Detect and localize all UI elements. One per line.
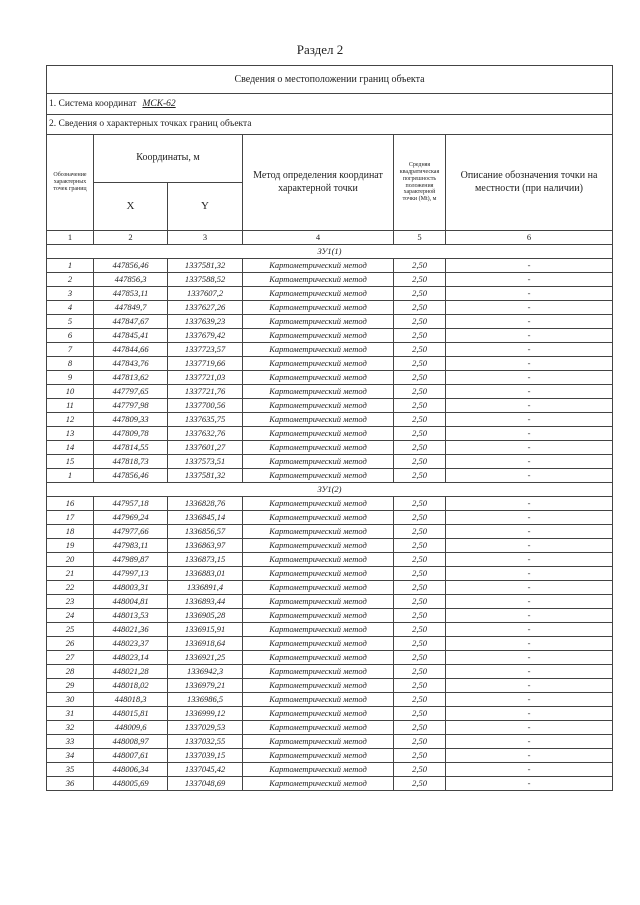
y-coordinate: 1336891,4 [168, 581, 243, 595]
y-coordinate: 1336915,91 [168, 623, 243, 637]
table-row [47, 749, 613, 763]
point-number: 28 [47, 665, 94, 679]
description: - [446, 343, 613, 357]
description: - [446, 497, 613, 511]
table-row [47, 441, 613, 455]
table-row [47, 287, 613, 301]
point-number: 1 [47, 259, 94, 273]
x-coordinate: 447997,13 [94, 567, 168, 581]
section-header-row [47, 483, 613, 497]
method: Картометрический метод [243, 371, 394, 385]
x-coordinate: 447809,33 [94, 413, 168, 427]
method: Картометрический метод [243, 539, 394, 553]
table-row [47, 651, 613, 665]
y-coordinate: 1337723,57 [168, 343, 243, 357]
method: Картометрический метод [243, 623, 394, 637]
table-row [47, 777, 613, 791]
column-number: 1 [47, 231, 94, 245]
description: - [446, 357, 613, 371]
description: - [446, 511, 613, 525]
point-number: 23 [47, 595, 94, 609]
coordinate-system-row [47, 94, 613, 115]
accuracy: 2,50 [394, 637, 446, 651]
col-x-header: X [94, 183, 168, 231]
description: - [446, 525, 613, 539]
x-coordinate: 448008,97 [94, 735, 168, 749]
description: - [446, 581, 613, 595]
point-number: 18 [47, 525, 94, 539]
description: - [446, 427, 613, 441]
description: - [446, 455, 613, 469]
point-number: 6 [47, 329, 94, 343]
accuracy: 2,50 [394, 567, 446, 581]
accuracy: 2,50 [394, 707, 446, 721]
description: - [446, 553, 613, 567]
description: - [446, 637, 613, 651]
points-section-label: 2. Сведения о характерных точках границ объекта [47, 115, 613, 135]
x-coordinate: 447847,67 [94, 315, 168, 329]
x-coordinate: 448003,31 [94, 581, 168, 595]
y-coordinate: 1337588,52 [168, 273, 243, 287]
accuracy: 2,50 [394, 441, 446, 455]
y-coordinate: 1337719,66 [168, 357, 243, 371]
x-coordinate: 448018,02 [94, 679, 168, 693]
description: - [446, 329, 613, 343]
x-coordinate: 447977,66 [94, 525, 168, 539]
table-row [47, 679, 613, 693]
accuracy: 2,50 [394, 413, 446, 427]
description: - [446, 609, 613, 623]
method: Картометрический метод [243, 399, 394, 413]
description: - [446, 735, 613, 749]
method: Картометрический метод [243, 287, 394, 301]
point-number: 29 [47, 679, 94, 693]
y-coordinate: 1336986,5 [168, 693, 243, 707]
table-row [47, 329, 613, 343]
description: - [446, 441, 613, 455]
table-row [47, 553, 613, 567]
x-coordinate: 448018,3 [94, 693, 168, 707]
y-coordinate: 1336999,12 [168, 707, 243, 721]
table-main-title: Сведения о местоположении границ объекта [47, 66, 613, 94]
table-row [47, 343, 613, 357]
method: Картометрический метод [243, 721, 394, 735]
x-coordinate: 447818,73 [94, 455, 168, 469]
method: Картометрический метод [243, 259, 394, 273]
point-number: 25 [47, 623, 94, 637]
accuracy: 2,50 [394, 525, 446, 539]
table-row [47, 721, 613, 735]
accuracy: 2,50 [394, 287, 446, 301]
boundary-points-table [46, 65, 613, 791]
table-row [47, 301, 613, 315]
y-coordinate: 1337045,42 [168, 763, 243, 777]
y-coordinate: 1337607,2 [168, 287, 243, 301]
accuracy: 2,50 [394, 385, 446, 399]
description: - [446, 259, 613, 273]
table-row [47, 259, 613, 273]
y-coordinate: 1337679,42 [168, 329, 243, 343]
y-coordinate: 1337573,51 [168, 455, 243, 469]
description: - [446, 693, 613, 707]
y-coordinate: 1336856,57 [168, 525, 243, 539]
method: Картометрический метод [243, 553, 394, 567]
table-row [47, 273, 613, 287]
method: Картометрический метод [243, 679, 394, 693]
point-number: 19 [47, 539, 94, 553]
y-coordinate: 1336942,3 [168, 665, 243, 679]
point-number: 13 [47, 427, 94, 441]
x-coordinate: 447797,65 [94, 385, 168, 399]
x-coordinate: 447809,78 [94, 427, 168, 441]
x-coordinate: 447856,3 [94, 273, 168, 287]
description: - [446, 763, 613, 777]
method: Картометрический метод [243, 357, 394, 371]
accuracy: 2,50 [394, 679, 446, 693]
point-number: 24 [47, 609, 94, 623]
y-coordinate: 1336883,01 [168, 567, 243, 581]
table-row [47, 455, 613, 469]
accuracy: 2,50 [394, 665, 446, 679]
table-row [47, 567, 613, 581]
section-title: ЗУ1(2) [47, 483, 613, 497]
accuracy: 2,50 [394, 469, 446, 483]
x-coordinate: 447856,46 [94, 259, 168, 273]
method: Картометрический метод [243, 763, 394, 777]
table-row [47, 735, 613, 749]
accuracy: 2,50 [394, 595, 446, 609]
section-title: ЗУ1(1) [47, 245, 613, 259]
y-coordinate: 1337639,23 [168, 315, 243, 329]
x-coordinate: 447856,46 [94, 469, 168, 483]
accuracy: 2,50 [394, 539, 446, 553]
x-coordinate: 448021,28 [94, 665, 168, 679]
x-coordinate: 448013,53 [94, 609, 168, 623]
x-coordinate: 447797,98 [94, 399, 168, 413]
table-row [47, 763, 613, 777]
coordinate-system-value: МСК-62 [142, 98, 176, 109]
table-row [47, 595, 613, 609]
point-number: 4 [47, 301, 94, 315]
method: Картометрический метод [243, 273, 394, 287]
accuracy: 2,50 [394, 735, 446, 749]
point-number: 2 [47, 273, 94, 287]
x-coordinate: 447845,41 [94, 329, 168, 343]
description: - [446, 413, 613, 427]
y-coordinate: 1337039,15 [168, 749, 243, 763]
y-coordinate: 1337581,32 [168, 469, 243, 483]
description: - [446, 665, 613, 679]
x-coordinate: 447843,76 [94, 357, 168, 371]
point-number: 9 [47, 371, 94, 385]
accuracy: 2,50 [394, 497, 446, 511]
accuracy: 2,50 [394, 329, 446, 343]
method: Картометрический метод [243, 581, 394, 595]
accuracy: 2,50 [394, 651, 446, 665]
method: Картометрический метод [243, 301, 394, 315]
table-row [47, 693, 613, 707]
y-coordinate: 1336828,76 [168, 497, 243, 511]
method: Картометрический метод [243, 497, 394, 511]
accuracy: 2,50 [394, 721, 446, 735]
page-title: Раздел 2 [296, 42, 344, 57]
y-coordinate: 1336873,15 [168, 553, 243, 567]
table-row [47, 623, 613, 637]
point-number: 1 [47, 469, 94, 483]
y-coordinate: 1337632,76 [168, 427, 243, 441]
method: Картометрический метод [243, 567, 394, 581]
description: - [446, 301, 613, 315]
method: Картометрический метод [243, 525, 394, 539]
x-coordinate: 448005,69 [94, 777, 168, 791]
y-coordinate: 1336979,21 [168, 679, 243, 693]
method: Картометрический метод [243, 343, 394, 357]
method: Картометрический метод [243, 651, 394, 665]
accuracy: 2,50 [394, 511, 446, 525]
method: Картометрический метод [243, 441, 394, 455]
coordinate-system-label: 1. Система координат [49, 98, 137, 109]
method: Картометрический метод [243, 693, 394, 707]
y-coordinate: 1336918,64 [168, 637, 243, 651]
point-number: 27 [47, 651, 94, 665]
description: - [446, 315, 613, 329]
table-row [47, 385, 613, 399]
accuracy: 2,50 [394, 763, 446, 777]
accuracy: 2,50 [394, 455, 446, 469]
description: - [446, 567, 613, 581]
x-coordinate: 447814,55 [94, 441, 168, 455]
accuracy: 2,50 [394, 259, 446, 273]
point-number: 15 [47, 455, 94, 469]
accuracy: 2,50 [394, 343, 446, 357]
method: Картометрический метод [243, 749, 394, 763]
description: - [446, 273, 613, 287]
table-row [47, 427, 613, 441]
x-coordinate: 448023,37 [94, 637, 168, 651]
method: Картометрический метод [243, 469, 394, 483]
point-number: 14 [47, 441, 94, 455]
method: Картометрический метод [243, 777, 394, 791]
description: - [446, 595, 613, 609]
table-row [47, 399, 613, 413]
description: - [446, 777, 613, 791]
x-coordinate: 448004,81 [94, 595, 168, 609]
y-coordinate: 1337721,76 [168, 385, 243, 399]
point-number: 22 [47, 581, 94, 595]
table-row [47, 609, 613, 623]
table-row [47, 371, 613, 385]
point-number: 36 [47, 777, 94, 791]
accuracy: 2,50 [394, 623, 446, 637]
point-number: 3 [47, 287, 94, 301]
point-number: 31 [47, 707, 94, 721]
method: Картометрический метод [243, 315, 394, 329]
description: - [446, 651, 613, 665]
col-description-header: Описание обозначения точки на местности (при наличии) [446, 135, 613, 231]
point-number: 20 [47, 553, 94, 567]
point-number: 8 [47, 357, 94, 371]
accuracy: 2,50 [394, 315, 446, 329]
point-number: 32 [47, 721, 94, 735]
point-number: 10 [47, 385, 94, 399]
description: - [446, 371, 613, 385]
point-number: 34 [47, 749, 94, 763]
y-coordinate: 1337635,75 [168, 413, 243, 427]
method: Картометрический метод [243, 609, 394, 623]
description: - [446, 623, 613, 637]
x-coordinate: 448021,36 [94, 623, 168, 637]
point-number: 5 [47, 315, 94, 329]
x-coordinate: 447957,18 [94, 497, 168, 511]
point-number: 21 [47, 567, 94, 581]
x-coordinate: 448009,6 [94, 721, 168, 735]
table-row [47, 525, 613, 539]
method: Картометрический метод [243, 637, 394, 651]
table-row [47, 581, 613, 595]
table-row [47, 469, 613, 483]
description: - [446, 707, 613, 721]
y-coordinate: 1337601,27 [168, 441, 243, 455]
y-coordinate: 1337029,53 [168, 721, 243, 735]
description: - [446, 469, 613, 483]
x-coordinate: 447983,11 [94, 539, 168, 553]
point-number: 12 [47, 413, 94, 427]
column-number: 3 [168, 231, 243, 245]
description: - [446, 287, 613, 301]
y-coordinate: 1336921,25 [168, 651, 243, 665]
table-row [47, 357, 613, 371]
point-number: 17 [47, 511, 94, 525]
x-coordinate: 448006,34 [94, 763, 168, 777]
y-coordinate: 1336893,44 [168, 595, 243, 609]
y-coordinate: 1337032,55 [168, 735, 243, 749]
table-row [47, 637, 613, 651]
x-coordinate: 447853,11 [94, 287, 168, 301]
description: - [446, 749, 613, 763]
table-row [47, 511, 613, 525]
col-designation-header: Обозначение характерных точек границ [47, 135, 94, 231]
table-row [47, 413, 613, 427]
description: - [446, 385, 613, 399]
accuracy: 2,50 [394, 399, 446, 413]
method: Картометрический метод [243, 385, 394, 399]
method: Картометрический метод [243, 707, 394, 721]
column-numbers-row [47, 231, 613, 245]
method: Картометрический метод [243, 665, 394, 679]
y-coordinate: 1336905,28 [168, 609, 243, 623]
x-coordinate: 447844,66 [94, 343, 168, 357]
x-coordinate: 448023,14 [94, 651, 168, 665]
point-number: 33 [47, 735, 94, 749]
accuracy: 2,50 [394, 427, 446, 441]
accuracy: 2,50 [394, 371, 446, 385]
accuracy: 2,50 [394, 777, 446, 791]
description: - [446, 399, 613, 413]
y-coordinate: 1336863,97 [168, 539, 243, 553]
point-number: 11 [47, 399, 94, 413]
description: - [446, 679, 613, 693]
x-coordinate: 447813,62 [94, 371, 168, 385]
description: - [446, 539, 613, 553]
column-number: 2 [94, 231, 168, 245]
method: Картометрический метод [243, 427, 394, 441]
method: Картометрический метод [243, 455, 394, 469]
method: Картометрический метод [243, 595, 394, 609]
table-row [47, 707, 613, 721]
x-coordinate: 447969,24 [94, 511, 168, 525]
method: Картометрический метод [243, 413, 394, 427]
point-number: 16 [47, 497, 94, 511]
y-coordinate: 1337581,32 [168, 259, 243, 273]
accuracy: 2,50 [394, 553, 446, 567]
table-row [47, 665, 613, 679]
description: - [446, 721, 613, 735]
method: Картометрический метод [243, 511, 394, 525]
column-number: 5 [394, 231, 446, 245]
column-number: 6 [446, 231, 613, 245]
accuracy: 2,50 [394, 357, 446, 371]
col-y-header: Y [168, 183, 243, 231]
y-coordinate: 1337700,56 [168, 399, 243, 413]
y-coordinate: 1337721,03 [168, 371, 243, 385]
accuracy: 2,50 [394, 693, 446, 707]
point-number: 7 [47, 343, 94, 357]
point-number: 30 [47, 693, 94, 707]
column-number: 4 [243, 231, 394, 245]
point-number: 35 [47, 763, 94, 777]
y-coordinate: 1337048,69 [168, 777, 243, 791]
y-coordinate: 1337627,26 [168, 301, 243, 315]
col-method-header: Метод определения координат характерной точки [243, 135, 394, 231]
accuracy: 2,50 [394, 301, 446, 315]
col-accuracy-header: Средняя квадратическая погрешность положения характерной точки (Mt), м [394, 135, 446, 231]
accuracy: 2,50 [394, 273, 446, 287]
x-coordinate: 447849,7 [94, 301, 168, 315]
section-header-row [47, 245, 613, 259]
point-number: 26 [47, 637, 94, 651]
accuracy: 2,50 [394, 609, 446, 623]
y-coordinate: 1336845,14 [168, 511, 243, 525]
x-coordinate: 447989,87 [94, 553, 168, 567]
col-coordinates-header: Координаты, м [94, 135, 243, 183]
x-coordinate: 448007,61 [94, 749, 168, 763]
table-row [47, 315, 613, 329]
table-row [47, 497, 613, 511]
method: Картометрический метод [243, 329, 394, 343]
method: Картометрический метод [243, 735, 394, 749]
x-coordinate: 448015,81 [94, 707, 168, 721]
table-row [47, 539, 613, 553]
accuracy: 2,50 [394, 749, 446, 763]
accuracy: 2,50 [394, 581, 446, 595]
